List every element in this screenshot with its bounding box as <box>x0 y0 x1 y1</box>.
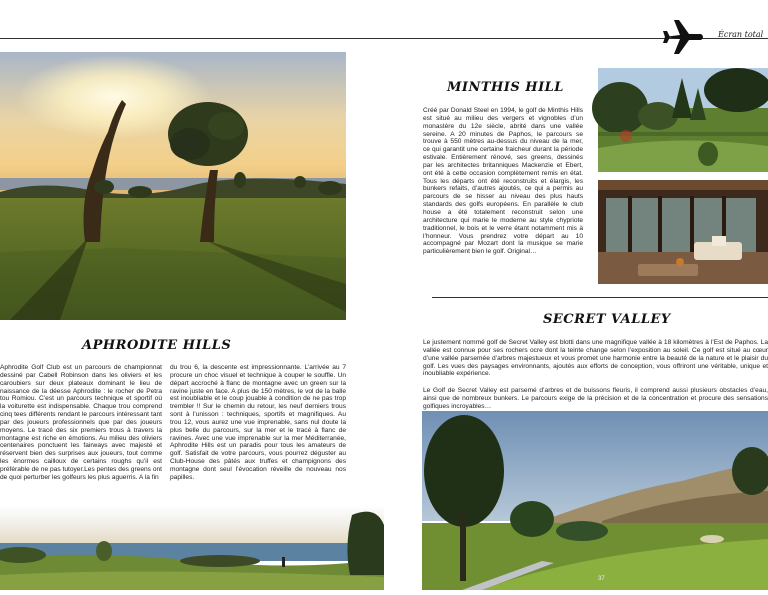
page-number: 37 <box>598 576 605 582</box>
olive-trees-photo <box>0 52 346 320</box>
airplane-icon <box>660 16 706 58</box>
aphrodite-col1: Aphrodite Golf Club est un parcours de championnat dessiné par Cabell Robinson dans les oliviers et les caroubiers sur deux plateaux dominant le lieu de naissance de la déesse Aphrodite : le rocher de Petra tou Romiou. C’est un parcours technique et sportif où la voiturette est indispensable. Chaque trou comprend cinq tees différents rendant le parcours intéressant tant par des joueurs professionnels que par des joueurs moyens. Le tracé des six premiers trous à travers la montagne est riche en émotions. Au milieu des oliviers centenaires ponctuent les fairways avec majesté et réservent bien des surprises aux joueurs, tout comme les énormes cailloux de certains roughs qu’il est préférable de ne pas tutoyer.Les pentes des greens ont de quoi perturber les golfeurs les plus aguerris. A la fin <box>0 364 162 481</box>
minthis-title: MINTHIS HILL <box>447 80 564 95</box>
minthis-body: Créé par Donald Steel en 1994, le golf de Minthis Hills est situé au milieu des vergers et vignobles d’un monastère du 12e siècle, abrité dans une vallée sereine. A 20 minutes de Paphos, le parcours se trouve à 550 mètres au-dessus du niveau de la mer, ce qui garantit une certaine fraicheur durant la période estivale. Entièrement rénové, ses greens, dessinés par les architectes britanniques Mackenzie et Ebert, ont été à cette occasion complètement remis en état. Tous les départs ont été reconstruits et élargis, les bunkers refaits, d’autres ajoutés, ce qui a permis au parcours de se hisser au niveau des plus hauts standards des golfs européens. En parallèle le club house a été totalement reconstruit selon une architecture qui marie le moderne au style chypriote traditionnel, le bois et le verre étant notamment mis à l’honneur. Vous prendrez votre départ au 10 accompagné par Mozart dont la musique se marie particulièrement bien le golf. Original… <box>423 107 583 256</box>
aphrodite-title: APHRODITE HILLS <box>82 338 232 353</box>
minthis-course-photo <box>598 68 768 172</box>
clubhouse-photo <box>598 180 768 284</box>
secret-valley-body-2: Le Golf de Secret Valley est parsemé d’arbres et de buissons fleuris, il comprend aussi plusieurs obstacles d’eau, ainsi que de nombreux bunkers. Le parcours exige de la précision et de la concentration et procure des sensations golfiques incroyables… <box>423 387 768 410</box>
aphrodite-col2: du trou 6, la descente est impressionnante. L’arrivée au 7 procure un choc visuel et technique à couper le souffle. Un départ accroché à flanc de montagne avec un green sur la ravine juste en face. A plus de 150 mètres, le vol de la balle est inoubliable et le coup jouable à condition de ne pas trop trembler !! Sur le chemin du retour, les neuf derniers trous sont à l’unisson : techniques, sportifs et magnifiques. Au trou 12, vous aurez une vue imprenable, sans nul doute la plus belle du parcours, sur la mer et le tracé à flanc de ravines. Avec une vue imprenable sur la mer Méditerranée, Aphrodite Hills est un paradis pour tous les amateurs de golf. Satisfait de votre parcours, vous pourrez déguster au Club-House des pâtés aux truffes et champignons des montagne dont seul l’évocation réveille de nouveau nos papilles. <box>170 364 346 481</box>
secret-valley-body-1: Le justement nommé golf de Secret Valley est blotti dans une magnifique vallée à 18 kilomètres à l’Est de Paphos. La vallée est connue pour ses rochers ocre dont la teinte change selon l’exposition au soleil. Ce golf est situé au cœur d’une vallée parsemée d’arbres majestueux et vous promet une harmonie entre la beauté de la nature et le plaisir du golf. Les vues des paysages environnants, ajoutés aux efforts de conception, vous offriront une véritable, unique et inoubliable expérience. <box>423 339 768 378</box>
secret-valley-photo <box>422 411 768 590</box>
header-rule <box>0 38 768 39</box>
secret-valley-rule <box>432 297 768 298</box>
seaview-fairway-photo <box>0 505 384 590</box>
secret-valley-title: SECRET VALLEY <box>543 312 671 327</box>
section-name: Écran total <box>718 30 764 39</box>
